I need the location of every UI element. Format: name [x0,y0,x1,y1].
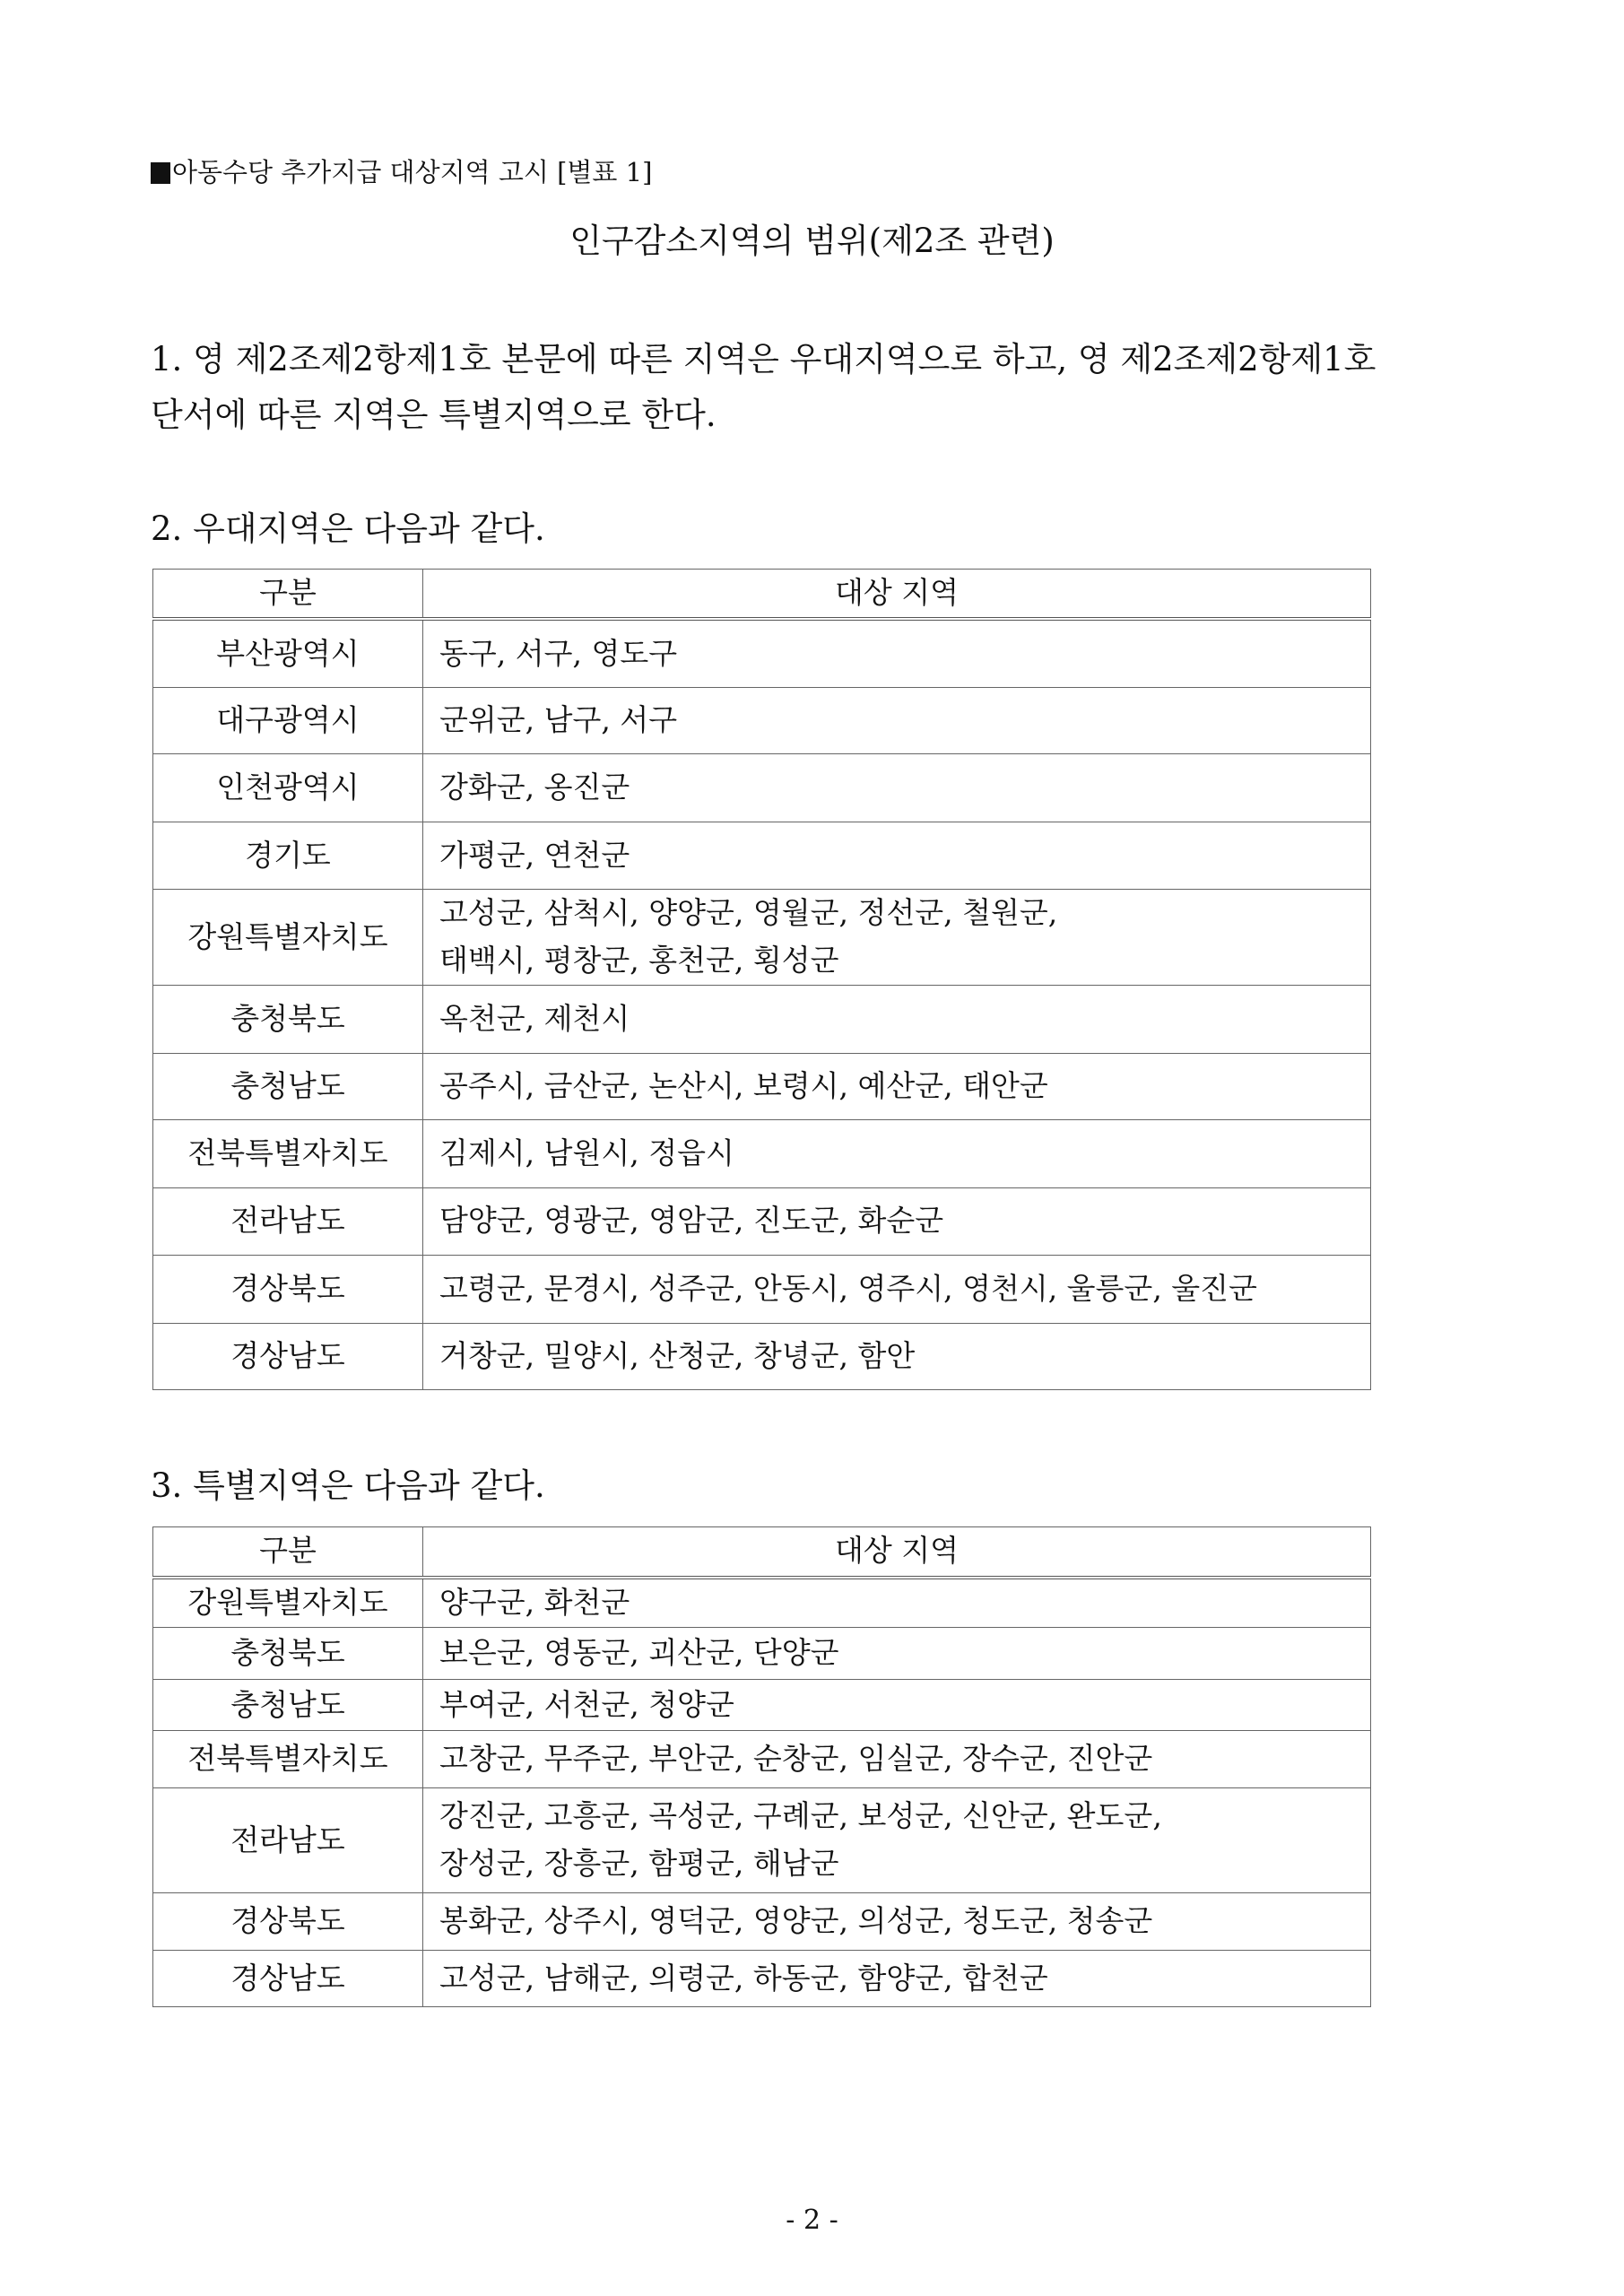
areas-line: 고창군, 무주군, 부안군, 순창군, 임실군, 장수군, 진안군 [439,1741,1153,1777]
region-cell: 경상북도 [153,1893,423,1951]
table-row [153,1053,1371,1119]
region-cell: 경상북도 [153,1255,423,1323]
table-row [153,1951,1371,2007]
region-cell: 충청북도 [153,985,423,1053]
table-row [153,1893,1371,1951]
region-cell: 강원특별자치도 [153,890,423,986]
areas-line: 장성군, 장흥군, 함평군, 해남군 [439,1846,839,1881]
areas-line: 거창군, 밀양시, 산청군, 창녕군, 함안 [439,1337,916,1373]
region-cell: 충청남도 [153,1680,423,1731]
table-row [153,1578,1371,1628]
region-cell: 경상남도 [153,1951,423,2007]
page-title: 인구감소지역의 범위(제2조 관련) [569,222,1055,260]
section-2-heading: 2. 우대지역은 다음과 같다. [151,509,545,548]
column-header-areas: 대상 지역 [423,570,1371,619]
column-header-areas: 대상 지역 [423,1527,1371,1578]
areas-cell [423,1680,1371,1731]
areas-line: 고령군, 문경시, 성주군, 안동시, 영주시, 영천시, 울릉군, 울진군 [439,1270,1257,1306]
areas-cell [423,1578,1371,1628]
areas-cell [423,890,1371,986]
areas-cell [423,822,1371,890]
table-row [153,1731,1371,1788]
table-header-row [153,570,1371,619]
column-header-category: 구분 [153,1527,423,1578]
column-header-category: 구분 [153,570,423,619]
areas-cell [423,1119,1371,1187]
table-row [153,688,1371,754]
areas-cell [423,985,1371,1053]
areas-cell [423,1323,1371,1389]
table-row [153,890,1371,986]
areas-cell [423,1255,1371,1323]
areas-cell [423,1731,1371,1788]
region-cell: 강원특별자치도 [153,1578,423,1628]
table-row [153,1628,1371,1680]
region-cell: 경상남도 [153,1323,423,1389]
table-row [153,1187,1371,1255]
table-row [153,1119,1371,1187]
areas-cell [423,1628,1371,1680]
table-row [153,822,1371,890]
areas-cell [423,1893,1371,1951]
areas-line: 군위군, 남구, 서구 [439,702,678,738]
special-regions-table [152,1526,1371,2007]
square-bullet-icon [151,162,170,184]
page-number: - 2 - [786,2205,838,2236]
areas-line: 봉화군, 상주시, 영덕군, 영양군, 의성군, 청도군, 청송군 [439,1903,1153,1939]
areas-line: 고성군, 남해군, 의령군, 하동군, 함양군, 합천군 [439,1960,1048,1996]
areas-line: 보은군, 영동군, 괴산군, 단양군 [439,1635,839,1671]
table-row [153,754,1371,822]
table-header-row [153,1527,1371,1578]
areas-line: 강진군, 고흥군, 곡성군, 구례군, 보성군, 신안군, 완도군, [439,1798,1162,1834]
section-3-heading: 3. 특별지역은 다음과 같다. [151,1466,545,1505]
areas-line: 고성군, 삼척시, 양양군, 영월군, 정선군, 철원군, [439,895,1058,931]
region-cell: 전라남도 [153,1187,423,1255]
table-row [153,1680,1371,1731]
areas-cell [423,1187,1371,1255]
areas-line: 옥천군, 제천시 [439,1000,630,1036]
areas-line: 공주시, 금산군, 논산시, 보령시, 예산군, 태안군 [439,1067,1048,1103]
areas-cell [423,688,1371,754]
areas-line: 양구군, 화천군 [439,1584,630,1620]
region-cell: 충청남도 [153,1053,423,1119]
areas-cell [423,754,1371,822]
region-cell: 충청북도 [153,1628,423,1680]
region-cell: 전북특별자치도 [153,1731,423,1788]
areas-line: 태백시, 평창군, 홍천군, 횡성군 [439,943,839,978]
areas-line: 가평군, 연천군 [439,837,630,873]
region-cell: 인천광역시 [153,754,423,822]
areas-cell [423,1788,1371,1893]
document-header [151,152,652,189]
paragraph-1-line-1: 1. 영 제2조제2항제1호 본문에 따른 지역은 우대지역으로 하고, 영 제2조제2항제1호 [151,340,1376,378]
table-row [153,1323,1371,1389]
areas-line: 동구, 서구, 영도구 [439,635,678,671]
areas-line: 강화군, 옹진군 [439,770,630,805]
region-cell: 대구광역시 [153,688,423,754]
table-row [153,1788,1371,1893]
areas-line: 부여군, 서천군, 청양군 [439,1686,734,1722]
region-cell: 경기도 [153,822,423,890]
paragraph-1-line-2: 단서에 따른 지역은 특별지역으로 한다. [151,396,716,434]
areas-cell [423,1053,1371,1119]
region-cell: 전북특별자치도 [153,1119,423,1187]
table-row [153,1255,1371,1323]
preferential-regions-table [152,569,1371,1390]
region-cell: 전라남도 [153,1788,423,1893]
header-text: 아동수당 추가지급 대상지역 고시 [별표 1] [172,157,653,187]
region-cell: 부산광역시 [153,619,423,688]
areas-cell [423,619,1371,688]
table-row [153,619,1371,688]
table-row [153,985,1371,1053]
areas-line: 담양군, 영광군, 영암군, 진도군, 화순군 [439,1203,944,1239]
areas-cell [423,1951,1371,2007]
areas-line: 김제시, 남원시, 정읍시 [439,1135,734,1170]
